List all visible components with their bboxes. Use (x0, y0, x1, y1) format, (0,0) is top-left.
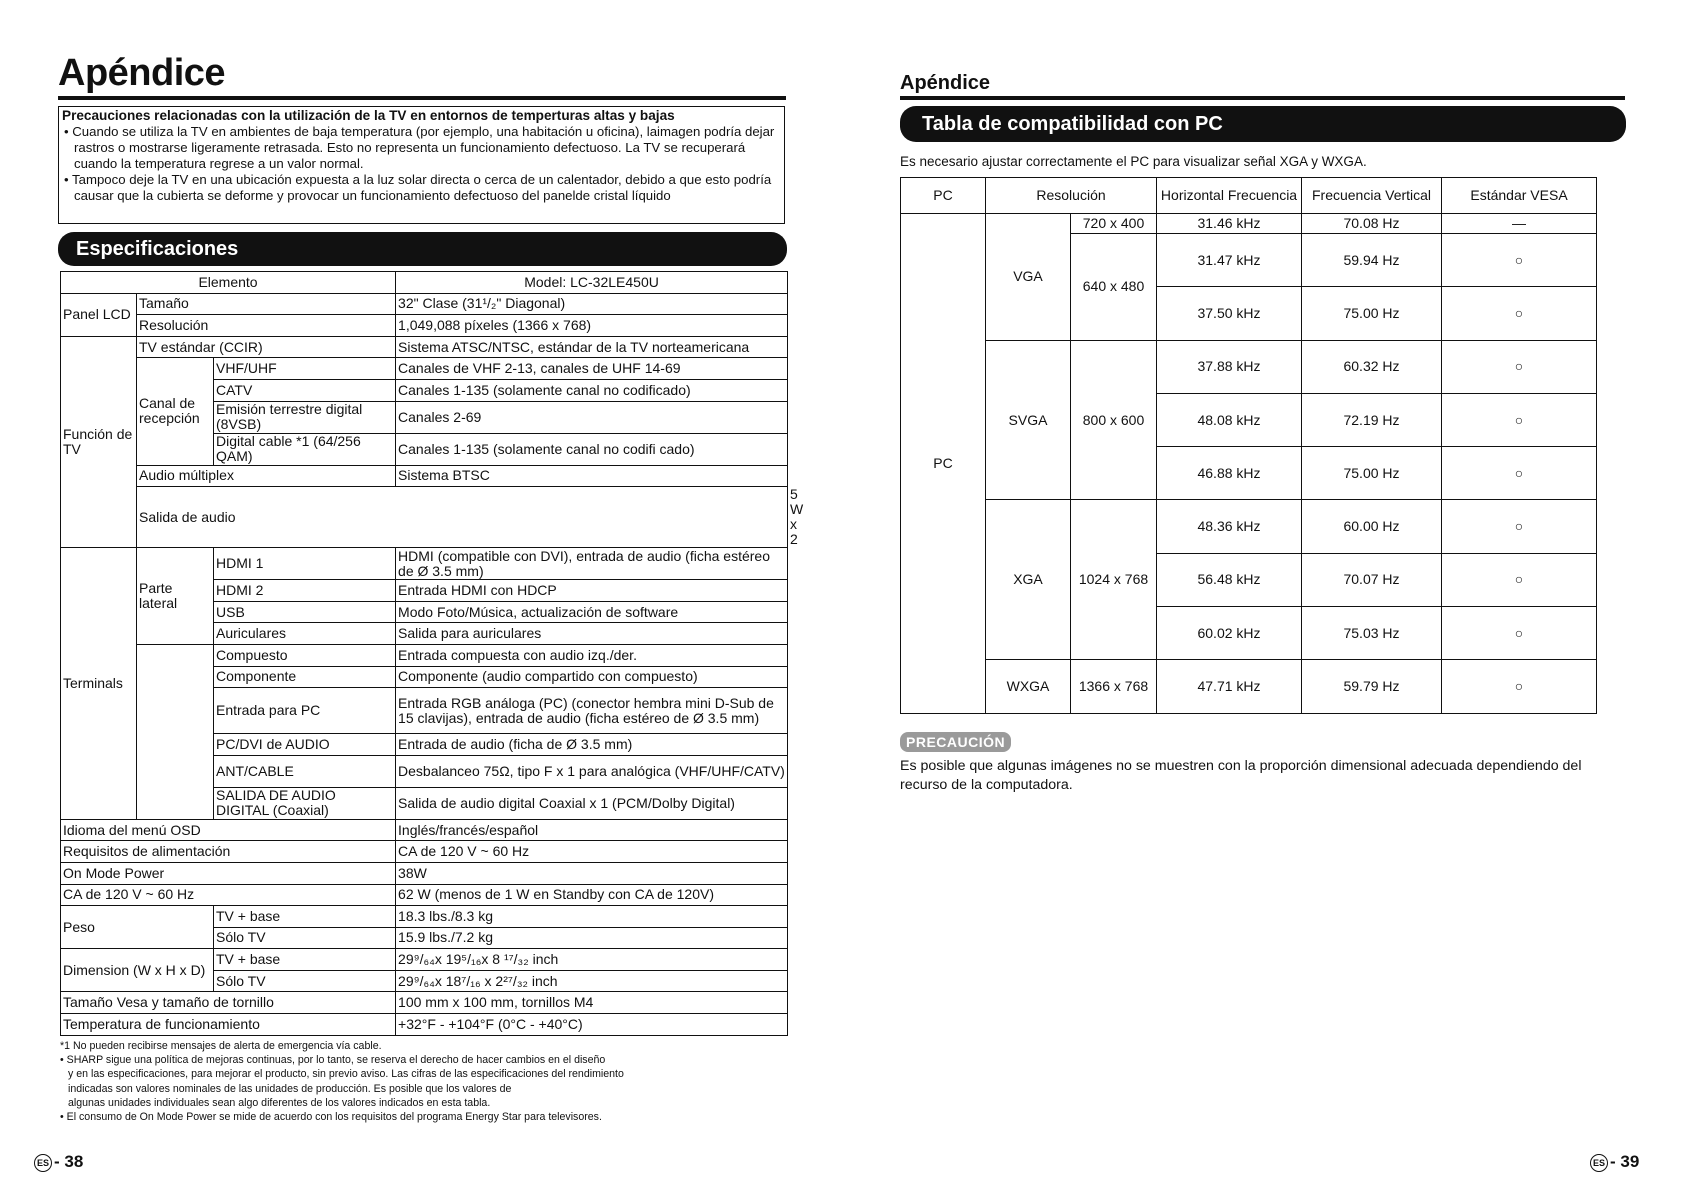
table-cell: 59.94 Hz (1302, 234, 1442, 287)
table-cell: Salida de audio digital Coaxial x 1 (PCM/Dolby Digital) (396, 787, 788, 819)
precaution-bullet: • Cuando se utiliza la TV en ambientes de baja temperatura (por ejemplo, una habitación u oficina), laimagen podría dejar rastros o mostrarse ligeramente retrasada. Esto no representa un funcionamiento defectuoso. La TV se recuperará cuando la temperatura regrese a un valor normal. (64, 124, 775, 171)
footnote: indicadas son valores nominales de las unidades de producción. Es posible que los valores de (68, 1082, 512, 1095)
table-cell: 100 mm x 100 mm, tornillos M4 (396, 992, 788, 1014)
table-cell: Parte lateral (137, 548, 214, 645)
table-cell: Salida para auriculares (396, 623, 788, 645)
table-header-cell: Horizontal Frecuencia (1157, 178, 1302, 214)
table-cell: 72.19 Hz (1302, 393, 1442, 446)
table-cell: Idioma del menú OSD (61, 819, 396, 841)
table-row (61, 819, 788, 841)
table-row (61, 336, 788, 358)
table-cell: Entrada de audio (ficha de Ø 3.5 mm) (396, 734, 788, 756)
table-row (61, 548, 788, 580)
table-cell: 29⁹/₆₄x 19⁵/₁₆x 8 ¹⁷/₃₂ inch (396, 949, 788, 971)
table-cell: Resolución (137, 315, 396, 337)
table-cell: SVGA (986, 340, 1071, 500)
table-cell: Canales 1-135 (solamente canal no codifi cado) (396, 433, 788, 465)
table-cell: 59.79 Hz (1302, 660, 1442, 713)
page-number-label: - 39 (1610, 1152, 1640, 1171)
table-cell: ○ (1442, 553, 1597, 606)
table-cell: Audio múltiplex (137, 465, 396, 487)
table-cell: 47.71 kHz (1157, 660, 1302, 713)
table-cell: 800 x 600 (1071, 340, 1157, 500)
table-cell: Modo Foto/Música, actualización de software (396, 601, 788, 623)
title-rule (58, 96, 786, 100)
table-cell: Terminals (61, 548, 137, 820)
table-row (901, 340, 1597, 393)
table-cell: XGA (986, 500, 1071, 660)
table-cell: 60.32 Hz (1302, 340, 1442, 393)
table-row (61, 465, 788, 487)
section-header-pc-compatibility (900, 106, 1626, 142)
table-cell: SALIDA DE AUDIO DIGITAL (Coaxial) (214, 787, 396, 819)
table-row (61, 862, 788, 884)
table-cell: Peso (61, 906, 214, 949)
table-cell: 1024 x 768 (1071, 500, 1157, 660)
table-header-cell: Resolución (986, 178, 1157, 214)
table-cell: WXGA (986, 660, 1071, 713)
table-cell: 29⁹/₆₄x 18⁷/₁₆ x 2²⁷/₃₂ inch (396, 970, 788, 992)
table-cell: On Mode Power (61, 862, 396, 884)
table-cell: Digital cable *1 (64/256 QAM) (214, 433, 396, 465)
table-cell: 37.88 kHz (1157, 340, 1302, 393)
page-number (1590, 1152, 1639, 1172)
table-cell: VGA (986, 214, 1071, 341)
footnote: y en las especificaciones, para mejorar el producto, sin previo aviso. Las cifras de las especificaciones del rendimiento (68, 1068, 624, 1081)
table-cell: Requisitos de alimentación (61, 841, 396, 863)
precaution-text: Es posible que algunas imágenes no se muestren con la proporción dimensional adecuada dependiendo del recurso de la computadora. (900, 758, 1582, 793)
table-cell: 1366 x 768 (1071, 660, 1157, 713)
table-cell: 31.46 kHz (1157, 214, 1302, 234)
table-header-cell: Elemento (61, 272, 396, 294)
table-cell: ○ (1442, 340, 1597, 393)
footnote: • SHARP sigue una política de mejoras continuas, por lo tanto, se reserva el derecho de hacer cambios en el diseño (60, 1054, 606, 1067)
table-cell: 37.50 kHz (1157, 287, 1302, 340)
title-rule (900, 96, 1625, 100)
footnotes (60, 1039, 790, 1124)
table-cell: VHF/UHF (214, 358, 396, 380)
table-cell: HDMI (compatible con DVI), entrada de audio (ficha estéreo de Ø 3.5 mm) (396, 548, 788, 580)
table-cell: 1,049,088 píxeles (1366 x 768) (396, 315, 788, 337)
table-cell: Auriculares (214, 623, 396, 645)
page-title: Apéndice (900, 72, 991, 94)
table-cell: ○ (1442, 447, 1597, 500)
table-cell: 46.88 kHz (1157, 447, 1302, 500)
table-row (61, 841, 788, 863)
language-badge-icon: ES (1590, 1154, 1608, 1172)
table-cell: Entrada RGB análoga (PC) (conector hembra mini D-Sub de 15 clavijas), entrada de audio (ficha estéreo de Ø 3.5 mm) (396, 688, 788, 734)
table-cell: 60.00 Hz (1302, 500, 1442, 553)
table-row: Salida de audio 5 W x 2 (61, 487, 788, 548)
table-cell: TV + base (214, 906, 396, 928)
table-header-cell: Frecuencia Vertical (1302, 178, 1442, 214)
table-cell: 48.08 kHz (1157, 393, 1302, 446)
table-row (61, 644, 788, 666)
table-cell: Panel LCD (61, 293, 137, 336)
table-cell: Función de TV (61, 336, 137, 547)
table-cell: 60.02 kHz (1157, 607, 1302, 660)
specifications-table (60, 271, 804, 1036)
table-cell: 38W (396, 862, 788, 884)
table-cell: CA de 120 V ~ 60 Hz (61, 884, 396, 906)
table-cell: Sistema BTSC (396, 465, 788, 487)
table-row (901, 178, 1597, 214)
table-cell: Dimension (W x H x D) (61, 949, 214, 992)
table-cell: — (1442, 214, 1597, 234)
table-cell: Temperatura de funcionamiento (61, 1014, 396, 1036)
table-cell: 75.00 Hz (1302, 447, 1442, 500)
table-cell: 720 x 400 (1071, 214, 1157, 234)
table-cell: Compuesto (214, 644, 396, 666)
table-cell: 18.3 lbs./8.3 kg (396, 906, 788, 928)
table-cell: Canal de recepción (137, 358, 214, 465)
table-cell: 15.9 lbs./7.2 kg (396, 927, 788, 949)
table-row (61, 1014, 788, 1036)
table-cell: ANT/CABLE (214, 755, 396, 787)
table-cell: Componente (audio compartido con compuesto) (396, 666, 788, 688)
table-cell: ○ (1442, 660, 1597, 713)
table-cell: PC/DVI de AUDIO (214, 734, 396, 756)
precaution-bullet: • Tampoco deje la TV en una ubicación expuesta a la luz solar directa o cerca de un calentador, debido a que esto podría causar que la cubierta se deforme y provocar un funcionamiento defectuoso del panelde cristal líquido (64, 172, 772, 203)
section-header-label: Especificaciones (76, 237, 239, 260)
table-row (61, 315, 788, 337)
table-cell: Canales de VHF 2-13, canales de UHF 14-69 (396, 358, 788, 380)
table-cell: TV estándar (CCIR) (137, 336, 396, 358)
table-cell: Sólo TV (214, 970, 396, 992)
table-cell: HDMI 1 (214, 548, 396, 580)
table-cell: Inglés/francés/español (396, 819, 788, 841)
page-title: Apéndice (58, 52, 226, 94)
table-cell: Desbalanceo 75Ω, tipo F x 1 para analógica (VHF/UHF/CATV) (396, 755, 788, 787)
table-row (61, 949, 788, 971)
table-cell: 70.07 Hz (1302, 553, 1442, 606)
table-header-cell: Estándar VESA (1442, 178, 1597, 214)
table-cell: 48.36 kHz (1157, 500, 1302, 553)
footnote: *1 No pueden recibirse mensajes de alerta de emergencia vía cable. (60, 1040, 382, 1052)
table-cell: Tamaño Vesa y tamaño de tornillo (61, 992, 396, 1014)
table-header-cell: Model: LC-32LE450U (396, 272, 788, 294)
table-row (61, 293, 788, 315)
table-cell: 75.00 Hz (1302, 287, 1442, 340)
table-cell: PC (901, 214, 986, 714)
table-cell: HDMI 2 (214, 580, 396, 602)
table-row (61, 358, 788, 380)
footnote: • El consumo de On Mode Power se mide de acuerdo con los requisitos del programa Energy Star para televisores. (60, 1111, 602, 1124)
table-cell: CATV (214, 379, 396, 401)
table-cell: ○ (1442, 500, 1597, 553)
intro-text: Es necesario ajustar correctamente el PC para visualizar señal XGA y WXGA. (900, 154, 1367, 169)
precaution-box (58, 106, 785, 224)
page-number (34, 1152, 83, 1172)
table-cell: 32" Clase (31¹/₂" Diagonal) (396, 293, 788, 315)
table-cell: Entrada HDMI con HDCP (396, 580, 788, 602)
table-cell: Canales 1-135 (solamente canal no codificado) (396, 379, 788, 401)
table-cell: ○ (1442, 287, 1597, 340)
table-row (901, 660, 1597, 713)
table-cell: Entrada para PC (214, 688, 396, 734)
footnote: algunas unidades individuales sean algo diferentes de los valores indicados en esta tabla. (68, 1096, 491, 1109)
table-row (901, 500, 1597, 553)
table-cell: Componente (214, 666, 396, 688)
table-row (61, 992, 788, 1014)
table-cell: Entrada compuesta con audio izq./der. (396, 644, 788, 666)
table-row (61, 272, 788, 294)
table-row (61, 906, 788, 928)
section-header-specifications (58, 232, 787, 266)
table-cell: Tamaño (137, 293, 396, 315)
table-row (61, 884, 788, 906)
table-cell (137, 644, 214, 819)
table-cell: ○ (1442, 607, 1597, 660)
table-cell: ○ (1442, 393, 1597, 446)
table-cell: 640 x 480 (1071, 234, 1157, 341)
table-cell: ○ (1442, 234, 1597, 287)
table-cell: 56.48 kHz (1157, 553, 1302, 606)
section-header-label: Tabla de compatibilidad con PC (922, 112, 1223, 135)
table-cell: Sistema ATSC/NTSC, estándar de la TV norteamericana (396, 336, 788, 358)
table-cell: Salida de audio (137, 487, 788, 548)
table-row (901, 214, 1597, 234)
table-cell: Canales 2-69 (396, 401, 788, 433)
table-cell: CA de 120 V ~ 60 Hz (396, 841, 788, 863)
table-cell: Emisión terrestre digital (8VSB) (214, 401, 396, 433)
table-cell: +32°F - +104°F (0°C - +40°C) (396, 1014, 788, 1036)
table-cell: USB (214, 601, 396, 623)
table-header-cell: PC (901, 178, 986, 214)
precaution-badge: PRECAUCIÓN (900, 732, 1011, 752)
pc-compatibility-table (900, 177, 1597, 714)
table-cell: TV + base (214, 949, 396, 971)
table-cell: 62 W (menos de 1 W en Standby con CA de 120V) (396, 884, 788, 906)
table-cell: 70.08 Hz (1302, 214, 1442, 234)
language-badge-icon: ES (34, 1154, 52, 1172)
table-cell: 75.03 Hz (1302, 607, 1442, 660)
table-cell: Sólo TV (214, 927, 396, 949)
page-number-label: - 38 (54, 1152, 84, 1171)
table-cell: 31.47 kHz (1157, 234, 1302, 287)
precaution-heading: Precauciones relacionadas con la utilización de la TV en entornos de temperturas altas y bajas (62, 108, 675, 123)
